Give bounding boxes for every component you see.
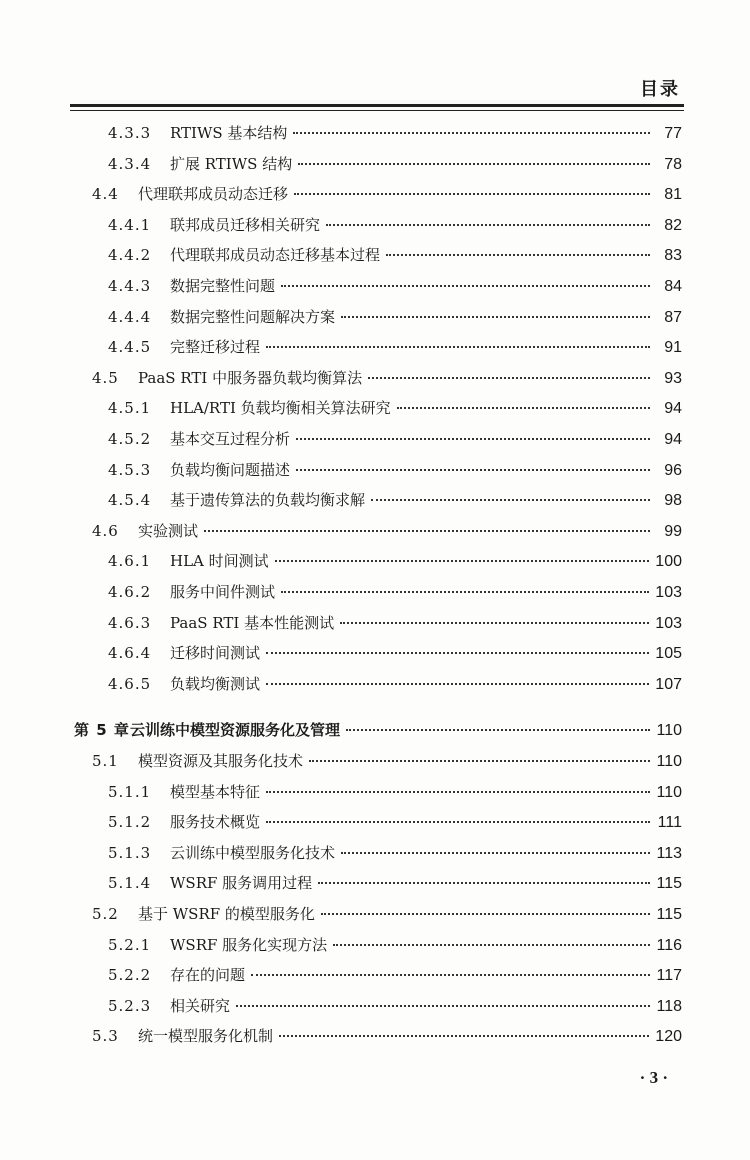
toc-entry-page: 100: [655, 553, 682, 571]
toc-entry-number: 4.5.1: [108, 399, 152, 418]
toc-entry-number: 5.2.2: [108, 966, 152, 985]
toc-entry-title: 基于遗传算法的负载均衡求解: [170, 491, 366, 510]
toc-entry-page: 84: [664, 278, 682, 295]
toc-entry-title: HLA/RTI 负载均衡相关算法研究: [170, 399, 391, 418]
toc-subsection-entry[interactable]: [108, 485, 682, 515]
toc-dot-leader: [309, 759, 650, 762]
toc-entry-number: 4.5.2: [108, 430, 152, 448]
toc-dot-leader: [341, 315, 650, 318]
toc-entry-number: 4.6.1: [108, 552, 152, 571]
toc-subsection-entry[interactable]: [108, 240, 682, 270]
toc-entry-title: 代理联邦成员动态迁移基本过程: [170, 246, 381, 265]
toc-dot-leader: [298, 162, 650, 165]
toc-section-entry[interactable]: [92, 899, 682, 929]
toc-entry-title: 模型资源及其服务化技术: [138, 752, 304, 770]
toc-subsection-entry[interactable]: [108, 210, 682, 240]
toc-entry-title: 云训练中模型资源服务化及管理: [130, 721, 341, 740]
toc-entry-page: 111: [657, 814, 682, 832]
toc-entry-title: WSRF 服务化实现方法: [170, 935, 328, 954]
toc-entry-number: 4.5.4: [108, 491, 152, 510]
toc-dot-leader: [266, 651, 649, 654]
toc-subsection-entry[interactable]: [108, 807, 682, 837]
toc-entry-title: PaaS RTI 基本性能测试: [170, 613, 335, 632]
toc-subsection-entry[interactable]: [108, 455, 682, 485]
toc-entry-title: 相关研究: [170, 996, 231, 1015]
toc-entry-number: 5.1.4: [108, 874, 152, 893]
toc-entry-number: 4.4.4: [108, 307, 152, 326]
toc-entry-page: 103: [655, 584, 682, 601]
toc-dot-leader: [279, 1034, 649, 1037]
toc-entry-number: 5.3: [92, 1027, 119, 1046]
toc-entry-page: 83: [664, 247, 682, 265]
toc-dot-leader: [397, 406, 650, 409]
toc-section-entry[interactable]: [92, 363, 682, 393]
toc-entry-number: 4.4: [92, 185, 119, 204]
toc-entry-title: PaaS RTI 中服务器负载均衡算法: [138, 368, 363, 387]
toc-dot-leader: [318, 881, 650, 884]
toc-dot-leader: [236, 1004, 650, 1007]
toc-subsection-entry[interactable]: [108, 332, 682, 362]
toc-entry-page: 98: [664, 492, 682, 510]
toc-dot-leader: [368, 376, 650, 379]
header-rule-thin: [70, 110, 684, 111]
toc-entry-page: 93: [664, 369, 682, 387]
toc-dot-leader: [321, 912, 650, 915]
toc-entry-number: 4.6.2: [108, 583, 152, 601]
toc-entry-page: 105: [655, 645, 682, 663]
page-number: · 3 ·: [639, 1068, 668, 1087]
toc-entry-title: 模型基本特征: [170, 782, 261, 801]
toc-entry-number: 4.6: [92, 521, 119, 540]
toc-entry-title: 负载均衡问题描述: [170, 460, 291, 479]
toc-entry-title: 基本交互过程分析: [170, 430, 291, 448]
toc-dot-leader: [340, 621, 649, 624]
toc-entry-number: 5.1.2: [108, 813, 152, 832]
toc-entry-title: 云训练中模型服务化技术: [170, 843, 336, 862]
toc-dot-leader: [333, 943, 650, 946]
toc-subsection-entry[interactable]: [108, 838, 682, 868]
toc-dot-leader: [296, 468, 650, 471]
toc-entry-page: 103: [655, 614, 682, 632]
toc-entry-page: 113: [656, 844, 682, 862]
toc-entry-number: 4.6.5: [108, 674, 152, 693]
toc-entry-number: 4.4.1: [108, 215, 152, 234]
toc-dot-leader: [326, 223, 650, 226]
toc-entry-page: 115: [656, 875, 682, 893]
toc-dot-leader: [266, 820, 650, 823]
toc-subsection-entry[interactable]: [108, 930, 682, 960]
toc-entry-page: 110: [656, 783, 682, 801]
toc-dot-leader: [281, 284, 650, 287]
toc-entry-page: 94: [664, 431, 682, 448]
toc-entry-page: 110: [656, 722, 682, 740]
header-rule-thick: [70, 104, 684, 107]
toc-dot-leader: [275, 559, 650, 562]
toc-entry-number: 5.1.3: [108, 843, 152, 862]
toc-entry-page: 118: [656, 997, 682, 1015]
toc-entry-page: 78: [664, 155, 682, 173]
toc-entry-title: RTIWS 基本结构: [170, 124, 288, 142]
toc-dot-leader: [281, 590, 649, 593]
toc-entry-page: 81: [664, 186, 682, 204]
toc-entry-title: 完整迁移过程: [170, 338, 261, 357]
toc-entry-page: 116: [656, 936, 682, 954]
toc-entry-title: 扩展 RTIWS 结构: [170, 154, 293, 173]
toc-subsection-entry[interactable]: [108, 868, 682, 898]
toc-entry-title: 基于 WSRF 的模型服务化: [138, 905, 315, 923]
toc-dot-leader: [341, 851, 650, 854]
toc-dot-leader: [251, 973, 650, 976]
running-header-title: 目录: [640, 79, 680, 100]
toc-entry-number: 4.6.3: [108, 613, 152, 632]
toc-section-entry[interactable]: [92, 179, 682, 209]
toc-entry-number: 4.3.4: [108, 154, 152, 173]
toc-entry-number: 4.3.3: [108, 124, 152, 142]
toc-dot-leader: [386, 253, 650, 256]
toc-entry-number: 4.5: [92, 368, 119, 387]
toc-entry-number: 4.6.4: [108, 644, 152, 663]
toc-entry-page: 77: [664, 125, 682, 142]
toc-entry-title: HLA 时间测试: [170, 552, 269, 571]
toc-entry-number: 4.5.3: [108, 460, 152, 479]
toc-entry-number: 5.2.1: [108, 935, 152, 954]
toc-entry-title: 联邦成员迁移相关研究: [170, 215, 321, 234]
toc-entry-number: 5.1.1: [108, 782, 152, 801]
toc-subsection-entry[interactable]: [108, 638, 682, 668]
toc-entry-number: 5.2.3: [108, 996, 152, 1015]
toc-entry-title: 实验测试: [138, 521, 199, 540]
toc-dot-leader: [204, 529, 650, 532]
toc-entry-title: 代理联邦成员动态迁移: [138, 185, 289, 204]
toc-chapter-entry[interactable]: [74, 715, 682, 745]
toc-entry-number: 第 5 章: [74, 721, 130, 740]
toc-subsection-entry[interactable]: [108, 393, 682, 423]
toc-subsection-entry[interactable]: [108, 546, 682, 576]
toc-entry-title: 数据完整性问题: [170, 277, 276, 295]
toc-subsection-entry[interactable]: [108, 424, 682, 454]
toc-entry-page: 110: [656, 753, 682, 770]
toc-entry-number: 4.4.3: [108, 277, 152, 295]
toc-dot-leader: [293, 131, 650, 134]
toc-entry-title: 统一模型服务化机制: [138, 1027, 274, 1046]
toc-entry-title: 数据完整性问题解决方案: [170, 307, 336, 326]
toc-dot-leader: [266, 345, 650, 348]
toc-entry-number: 5.1: [92, 752, 119, 770]
toc-subsection-entry[interactable]: [108, 149, 682, 179]
toc-subsection-entry[interactable]: [108, 302, 682, 332]
toc-subsection-entry[interactable]: [108, 777, 682, 807]
toc-entry-page: 115: [656, 906, 682, 923]
toc-entry-title: 服务中间件测试: [170, 583, 276, 601]
toc-dot-leader: [371, 498, 650, 501]
toc-section-entry[interactable]: [92, 1021, 682, 1051]
toc-subsection-entry[interactable]: [108, 608, 682, 638]
toc-entry-page: 96: [664, 461, 682, 479]
toc-dot-leader: [296, 437, 650, 440]
toc-dot-leader: [346, 728, 650, 731]
toc-entry-page: 117: [656, 967, 682, 985]
toc-entry-title: 迁移时间测试: [170, 644, 261, 663]
toc-dot-leader: [266, 790, 650, 793]
toc-entry-title: WSRF 服务调用过程: [170, 874, 313, 893]
toc-entry-number: 4.4.2: [108, 246, 152, 265]
toc-entry-title: 存在的问题: [170, 966, 246, 985]
toc-subsection-entry[interactable]: [108, 991, 682, 1021]
toc-subsection-entry[interactable]: [108, 669, 682, 699]
toc-entry-page: 87: [664, 308, 682, 326]
toc-entry-page: 82: [664, 216, 682, 234]
toc-section-entry[interactable]: [92, 746, 682, 776]
toc-subsection-entry[interactable]: [108, 118, 682, 148]
toc-entry-page: 107: [655, 675, 682, 693]
toc-entry-number: 5.2: [92, 905, 119, 923]
toc-entry-page: 91: [664, 339, 682, 357]
toc-entry-title: 负载均衡测试: [170, 674, 261, 693]
toc-entry-page: 94: [664, 400, 682, 418]
toc-subsection-entry[interactable]: [108, 271, 682, 301]
toc-entry-page: 99: [664, 522, 682, 540]
toc-entry-number: 4.4.5: [108, 338, 152, 357]
toc-entry-page: 120: [655, 1028, 682, 1046]
toc-dot-leader: [266, 682, 649, 685]
toc-section-entry[interactable]: [92, 516, 682, 546]
toc-subsection-entry[interactable]: [108, 960, 682, 990]
toc-subsection-entry[interactable]: [108, 577, 682, 607]
toc-dot-leader: [294, 192, 650, 195]
toc-entry-title: 服务技术概览: [170, 813, 261, 832]
